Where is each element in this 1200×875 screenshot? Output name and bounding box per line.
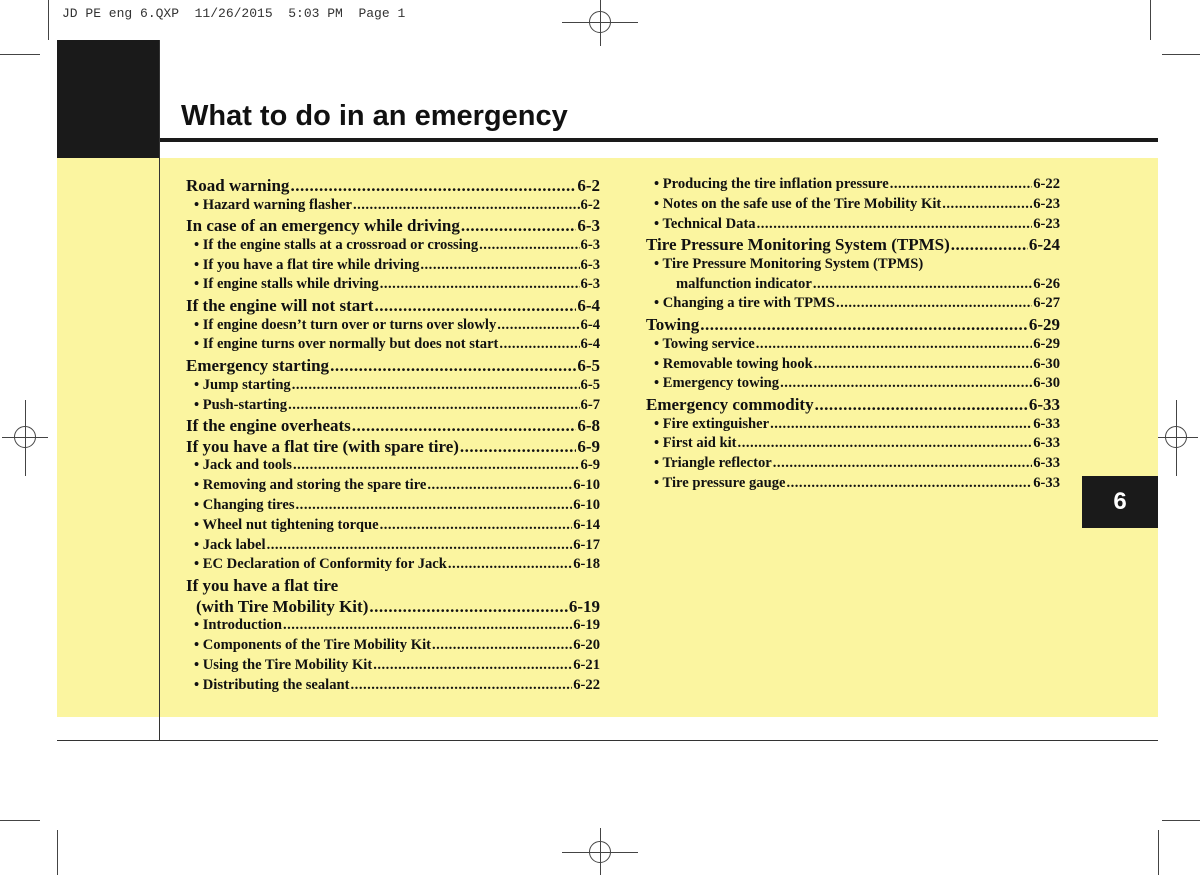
crop-mark xyxy=(1162,820,1200,821)
toc-entry-page: 6-29 xyxy=(1028,315,1060,335)
toc-entry[interactable] xyxy=(186,637,600,657)
toc-entry[interactable] xyxy=(186,497,600,517)
toc-entry[interactable] xyxy=(646,356,1060,376)
crop-mark xyxy=(1150,0,1151,40)
toc-entry-label: • Triangle reflector xyxy=(654,455,772,472)
dot-leader xyxy=(890,176,1033,193)
toc-entry-label: • Changing a tire with TPMS xyxy=(654,295,835,312)
toc-entry-page: 6-33 xyxy=(1033,475,1060,492)
dot-leader xyxy=(432,637,572,654)
toc-entry-label: • First aid kit xyxy=(654,435,737,452)
toc-entry-label: • If engine stalls while driving xyxy=(194,276,379,293)
toc-entry-label: If you have a flat tire xyxy=(186,576,339,596)
toc-entry-label: • Introduction xyxy=(194,617,282,634)
toc-entry-page: 6-17 xyxy=(573,536,600,553)
toc-entry-label: If the engine overheats xyxy=(186,416,351,436)
toc-entry[interactable] xyxy=(646,176,1060,196)
dot-leader xyxy=(770,416,1032,433)
toc-entry[interactable] xyxy=(186,576,600,597)
dot-leader xyxy=(700,315,1028,335)
crop-mark xyxy=(1158,830,1159,875)
dot-leader xyxy=(448,556,572,573)
toc-entry-label: Emergency starting xyxy=(186,356,330,376)
toc-entry[interactable] xyxy=(186,517,600,537)
toc-entry-page: 6-4 xyxy=(580,316,600,333)
toc-entry-page: 6-22 xyxy=(573,676,600,693)
toc-entry-page: 6-33 xyxy=(1033,415,1060,432)
toc-entry[interactable] xyxy=(186,537,600,557)
toc-entry-page: 6-10 xyxy=(573,477,600,494)
crop-mark xyxy=(0,54,40,55)
toc-entry[interactable] xyxy=(646,416,1060,436)
toc-entry-page: 6-4 xyxy=(577,296,600,316)
toc-entry-page: 6-30 xyxy=(1033,355,1060,372)
crop-mark xyxy=(48,0,49,40)
toc-entry-label: • Jack label xyxy=(194,536,266,553)
dot-leader xyxy=(373,657,572,674)
toc-entry[interactable] xyxy=(646,475,1060,495)
dot-leader xyxy=(757,216,1033,233)
toc-entry-label: • EC Declaration of Conformity for Jack xyxy=(194,556,447,573)
toc-entry-page: 6-3 xyxy=(577,216,600,236)
toc-entry[interactable] xyxy=(646,435,1060,455)
toc-entry[interactable] xyxy=(186,477,600,497)
toc-entry-page: 6-2 xyxy=(577,176,600,195)
toc-entry-label: If the engine will not start xyxy=(186,296,374,316)
toc-entry[interactable] xyxy=(646,216,1060,236)
toc-entry-page: 6-19 xyxy=(573,617,600,634)
toc-entry-label: In case of an emergency while driving xyxy=(186,216,460,236)
toc-entry-label: • Emergency towing xyxy=(654,375,780,392)
toc-entry-label: • Tire Pressure Monitoring System (TPMS) xyxy=(654,255,924,272)
dot-leader xyxy=(292,377,580,394)
title-underline xyxy=(160,138,1158,142)
toc-entry-label: Road warning xyxy=(186,176,290,195)
dot-leader xyxy=(369,597,567,617)
dot-leader xyxy=(374,296,576,316)
toc-entry[interactable] xyxy=(646,196,1060,216)
toc-entry-label: malfunction indicator xyxy=(676,275,812,292)
toc-entry-label: • Jump starting xyxy=(194,376,291,393)
toc-entry-label: • Using the Tire Mobility Kit xyxy=(194,656,373,673)
dot-leader xyxy=(330,356,576,376)
toc-entry[interactable] xyxy=(646,295,1060,315)
dot-leader xyxy=(813,276,1032,293)
toc-entry[interactable] xyxy=(646,235,1060,256)
toc-entry-label: • If the engine stalls at a crossroad or crossing xyxy=(194,236,479,253)
toc-entry-page: 6-33 xyxy=(1028,395,1060,415)
toc-entry[interactable] xyxy=(646,395,1060,416)
dot-leader xyxy=(380,517,573,534)
toc-entry-label: • Components of the Tire Mobility Kit xyxy=(194,636,431,653)
dot-leader xyxy=(352,416,577,436)
bottom-rule xyxy=(57,740,1158,741)
toc-entry-page: 6-22 xyxy=(1033,176,1060,192)
chapter-header-block xyxy=(57,40,160,158)
toc-entry[interactable] xyxy=(186,617,600,637)
toc-entry-page: 6-5 xyxy=(580,376,600,393)
crop-mark xyxy=(0,820,40,821)
toc-entry-label: • If engine doesn’t turn over or turns over slowly xyxy=(194,316,497,333)
toc-entry-label: • Hazard warning flasher xyxy=(194,196,352,213)
toc-entry[interactable] xyxy=(646,455,1060,475)
toc-entry-label: • Wheel nut tightening torque xyxy=(194,516,379,533)
registration-circle-top xyxy=(589,11,611,33)
toc-entry-page: 6-20 xyxy=(573,636,600,653)
toc-entry-page: 6-8 xyxy=(577,416,600,436)
toc-entry-page: 6-21 xyxy=(573,656,600,673)
dot-leader xyxy=(780,375,1032,392)
toc-entry[interactable] xyxy=(186,597,600,618)
chapter-tab[interactable]: 6 xyxy=(1082,476,1158,528)
dot-leader xyxy=(499,336,579,353)
page-title: What to do in an emergency xyxy=(181,100,568,132)
dot-leader xyxy=(815,395,1028,415)
toc-entry-label: • Push-starting xyxy=(194,396,288,413)
toc-entry-page: 6-3 xyxy=(580,276,600,293)
toc-entry-label: • If engine turns over normally but does not start xyxy=(194,336,499,353)
toc-entry-page: 6-33 xyxy=(1033,455,1060,472)
dot-leader xyxy=(461,216,576,236)
toc-entry-page: 6-4 xyxy=(580,336,600,353)
toc-entry[interactable] xyxy=(186,336,600,356)
toc-entry[interactable] xyxy=(186,237,600,257)
dot-leader xyxy=(293,457,580,474)
toc-entry-label: • Producing the tire inflation pressure xyxy=(654,176,889,192)
print-slug: JD PE eng 6.QXP 11/26/2015 5:03 PM Page 1 xyxy=(62,6,406,21)
toc-entry-page: 6-14 xyxy=(573,516,600,533)
toc-entry-page: 6-7 xyxy=(580,396,600,413)
dot-leader xyxy=(738,435,1033,452)
toc-entry-label: • Technical Data xyxy=(654,215,756,232)
toc-entry[interactable] xyxy=(186,657,600,677)
left-margin-rule xyxy=(159,40,160,740)
toc-entry[interactable] xyxy=(646,276,1060,296)
toc-entry-page: 6-3 xyxy=(580,236,600,253)
registration-circle-left xyxy=(14,426,36,448)
toc-entry-page: 6-3 xyxy=(580,256,600,273)
toc-entry[interactable] xyxy=(186,276,600,296)
dot-leader xyxy=(427,477,572,494)
toc-entry-label: • Changing tires xyxy=(194,496,295,513)
toc-entry-label: • Fire extinguisher xyxy=(654,415,770,432)
toc-entry[interactable] xyxy=(186,356,600,377)
toc-entry-label: • Distributing the sealant xyxy=(194,676,350,693)
toc-entry[interactable] xyxy=(186,296,600,317)
toc-entry-label: Emergency commodity xyxy=(646,395,814,415)
toc-entry-page: 6-23 xyxy=(1033,215,1060,232)
toc-entry[interactable] xyxy=(646,315,1060,336)
toc-entry[interactable] xyxy=(186,176,600,197)
crop-mark xyxy=(1162,54,1200,55)
toc-entry[interactable] xyxy=(186,416,600,437)
dot-leader xyxy=(773,455,1032,472)
toc-entry-page: 6-33 xyxy=(1033,435,1060,452)
toc-entry-label: • Notes on the safe use of the Tire Mobility Kit xyxy=(654,195,942,212)
dot-leader xyxy=(786,475,1032,492)
toc-entry-label: Tire Pressure Monitoring System (TPMS) xyxy=(646,235,950,255)
toc-entry[interactable] xyxy=(186,197,600,217)
dot-leader xyxy=(836,295,1032,312)
toc-entry[interactable] xyxy=(186,556,600,576)
registration-circle-right xyxy=(1165,426,1187,448)
toc-entry-page: 6-26 xyxy=(1033,275,1060,292)
dot-leader xyxy=(460,437,576,457)
dot-leader xyxy=(942,196,1032,213)
dot-leader xyxy=(296,497,573,514)
dot-leader xyxy=(756,336,1032,353)
dot-leader xyxy=(353,197,580,214)
dot-leader xyxy=(380,276,580,293)
toc-entry[interactable] xyxy=(186,216,600,237)
toc-entry[interactable] xyxy=(186,437,600,458)
toc-entry-label: • If you have a flat tire while driving xyxy=(194,256,420,273)
toc-entry[interactable] xyxy=(186,457,600,477)
toc-entry[interactable] xyxy=(186,317,600,337)
toc-entry-page: 6-9 xyxy=(577,436,600,456)
toc-entry-label: • Tire pressure gauge xyxy=(654,475,786,492)
dot-leader xyxy=(814,356,1032,373)
toc-entry-page: 6-18 xyxy=(573,556,600,573)
toc-entry[interactable] xyxy=(646,375,1060,395)
toc-entry-label: • Jack and tools xyxy=(194,457,292,474)
toc-entry[interactable] xyxy=(646,256,1060,276)
toc-entry-label: • Towing service xyxy=(654,335,755,352)
toc-entry-label: If you have a flat tire (with spare tire) xyxy=(186,436,459,456)
toc-entry-page: 6-5 xyxy=(577,356,600,376)
toc-entry[interactable] xyxy=(646,336,1060,356)
dot-leader xyxy=(351,677,573,694)
toc-entry-label: Towing xyxy=(646,315,700,335)
toc-left-column xyxy=(186,176,600,696)
toc-entry[interactable] xyxy=(186,377,600,397)
toc-entry-page: 6-29 xyxy=(1033,335,1060,352)
registration-circle-bottom xyxy=(589,841,611,863)
toc-entry-page: 6-19 xyxy=(568,596,600,616)
toc-entry[interactable] xyxy=(186,397,600,417)
toc-entry-page: 6-9 xyxy=(580,457,600,474)
toc-entry-label: (with Tire Mobility Kit) xyxy=(196,596,369,616)
toc-entry-page: 6-2 xyxy=(580,196,600,213)
dot-leader xyxy=(288,397,579,414)
toc-entry-page: 6-30 xyxy=(1033,375,1060,392)
toc-entry-page: 6-10 xyxy=(573,496,600,513)
toc-entry-page: 6-27 xyxy=(1033,295,1060,312)
toc-entry-label: • Removable towing hook xyxy=(654,355,813,372)
dot-leader xyxy=(290,176,576,196)
toc-entry[interactable] xyxy=(186,257,600,277)
toc-entry[interactable] xyxy=(186,677,600,697)
crop-mark xyxy=(57,830,58,875)
toc-entry-page: 6-24 xyxy=(1028,235,1060,255)
dot-leader xyxy=(267,537,573,554)
dot-leader xyxy=(420,257,579,274)
dot-leader xyxy=(283,617,572,634)
dot-leader xyxy=(951,235,1028,255)
toc-entry-label: • Removing and storing the spare tire xyxy=(194,477,427,494)
toc-entry-page: 6-23 xyxy=(1033,195,1060,212)
toc-right-column xyxy=(646,176,1060,495)
dot-leader xyxy=(479,237,579,254)
dot-leader xyxy=(497,317,579,334)
